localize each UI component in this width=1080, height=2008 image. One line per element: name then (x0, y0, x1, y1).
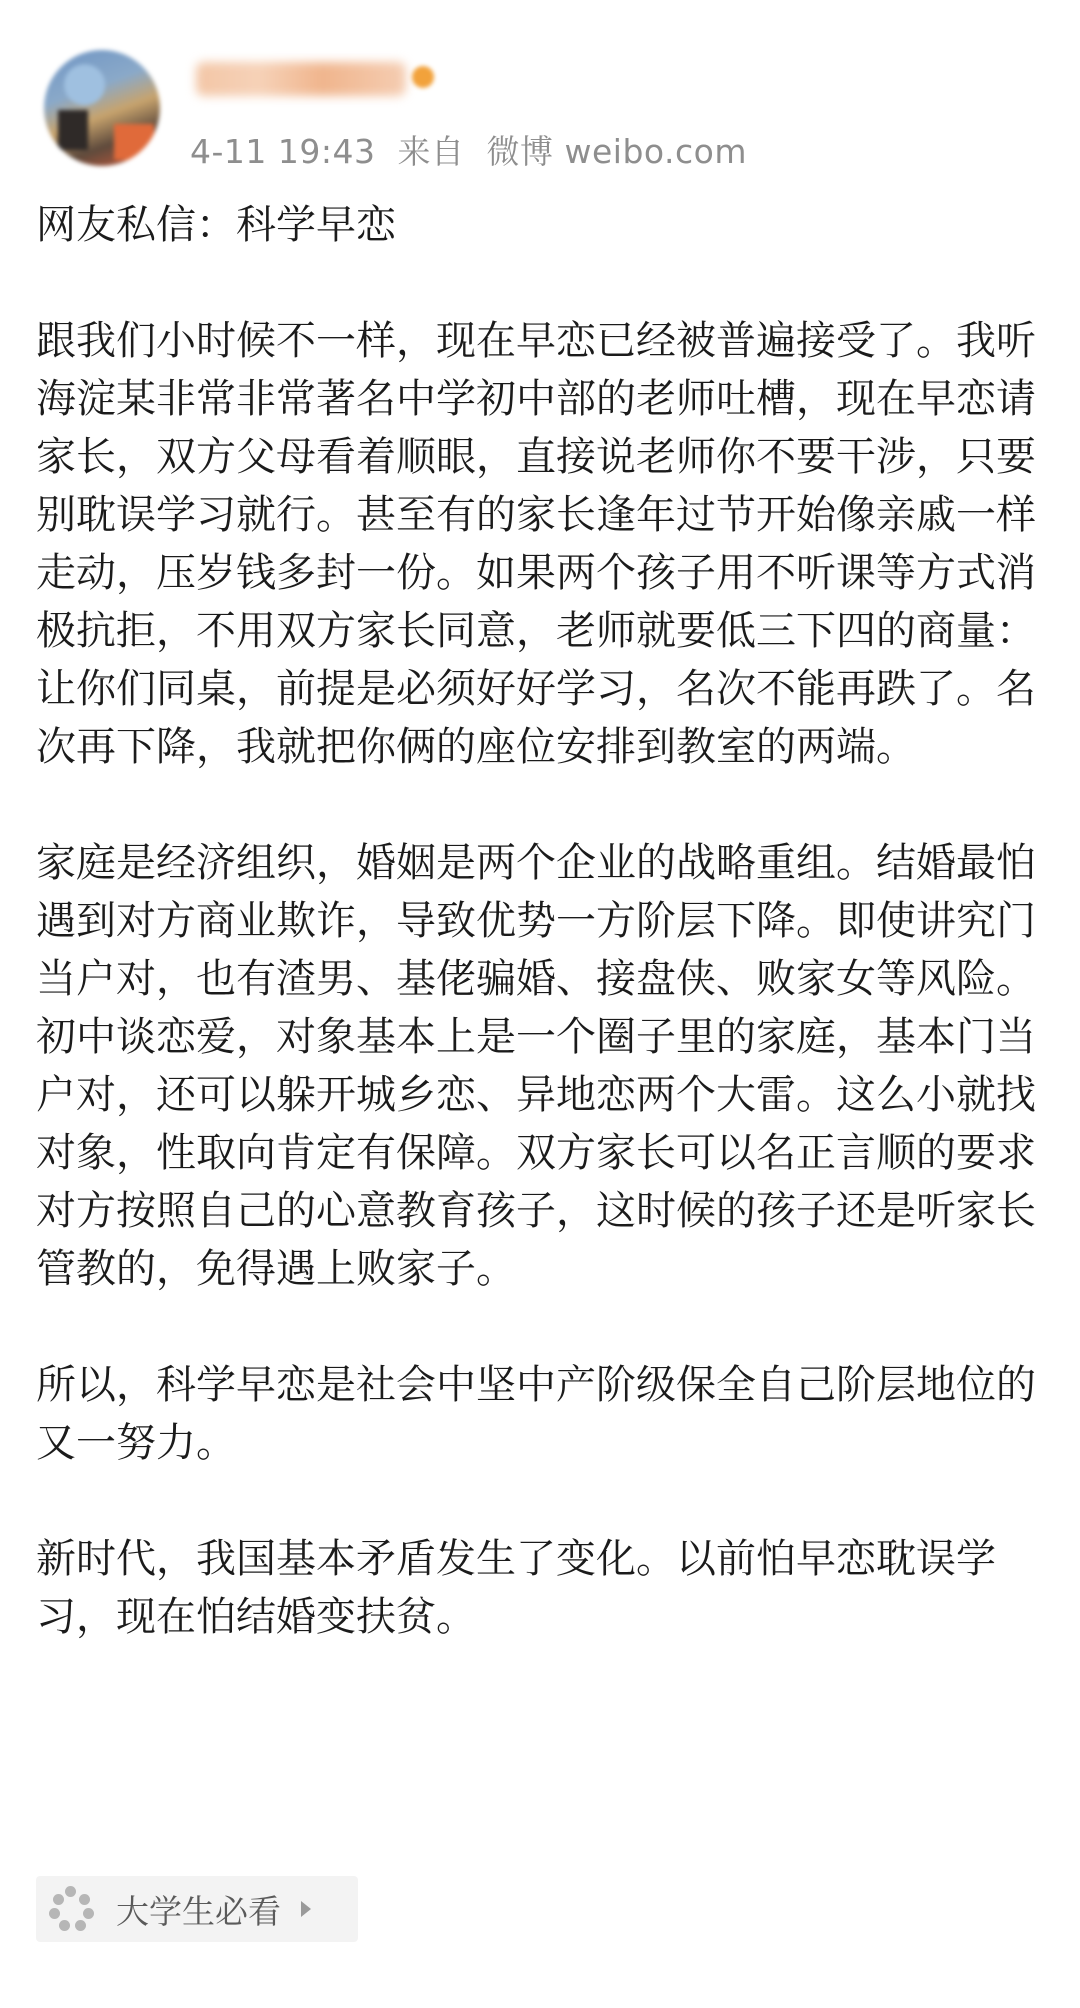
post-timestamp: 4-11 19:43 (190, 132, 376, 171)
post-paragraph: 跟我们小时候不一样，现在早恋已经被普遍接受了。我听海淀某非常非常著名中学初中部的老师吐槽，现在早恋请家长，双方父母看着顺眼，直接说老师你不要干涉，只要别耽误学习就行。甚至有的家长逢年过节开始像亲戚一样走动，压岁钱多封一份。如果两个孩子用不听课等方式消极抗拒，不用双方家长同意，老师就要低三下四的商量：让你们同桌，前提是必须好好学习，名次不能再跌了。名次再下降，我就把你俩的座位安排到教室的两端。 (36, 318, 1036, 770)
post-paragraph: 所以，科学早恋是社会中坚中产阶级保全自己阶层地位的又一努力。 (36, 1362, 1036, 1466)
author-name-blurred[interactable] (196, 62, 406, 96)
topic-label: 大学生必看 (116, 1891, 281, 1931)
post-source-name[interactable]: 微博 weibo.com (486, 132, 747, 171)
post-meta (190, 126, 769, 173)
verified-badge-icon (412, 66, 434, 88)
post-paragraph: 家庭是经济组织，婚姻是两个企业的战略重组。结婚最怕遇到对方商业欺诈，导致优势一方阶层下降。即使讲究门当户对，也有渣男、基佬骗婚、接盘侠、败家女等风险。初中谈恋爱，对象基本上是一个圈子里的家庭，基本门当户对，还可以躲开城乡恋、异地恋两个大雷。这么小就找对象，性取向肯定有保障。双方家长可以名正言顺的要求对方按照自己的心意教育孩子，这时候的孩子还是听家长管教的，免得遇上败家子。 (36, 840, 1036, 1292)
post-paragraph: 网友私信：科学早恋 (36, 202, 396, 248)
topic-tag[interactable] (36, 1876, 358, 1942)
post-header (36, 40, 1036, 180)
topic-icon (48, 1886, 94, 1932)
avatar-pixel-block (114, 124, 154, 160)
avatar-pixel-block (58, 110, 88, 150)
avatar[interactable] (44, 50, 160, 166)
post-source-prefix: 来自 (397, 132, 465, 171)
chevron-right-icon (301, 1901, 311, 1917)
post-paragraph: 新时代，我国基本矛盾发生了变化。以前怕早恋耽误学习，现在怕结婚变扶贫。 (36, 1536, 996, 1640)
post-body (36, 196, 1046, 1704)
